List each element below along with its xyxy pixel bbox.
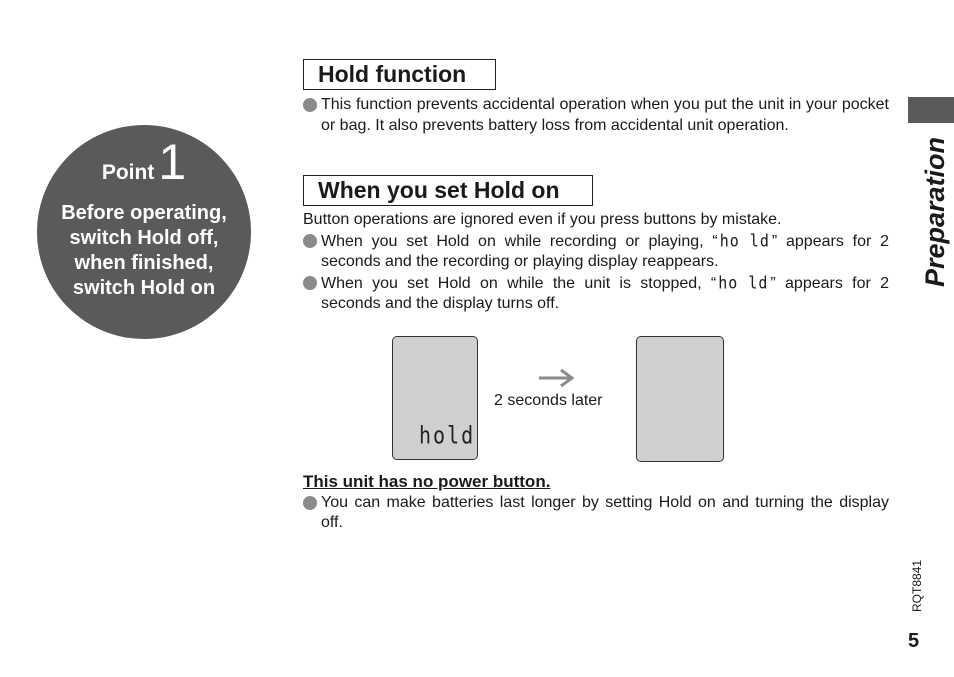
point-label: Point	[101, 161, 155, 184]
set-hold-intro: Button operations are ignored even if you press buttons by mistake.	[303, 211, 782, 228]
display-hold-text: hold	[419, 420, 476, 450]
hold-function-bullet	[303, 95, 889, 136]
no-power-bullet	[303, 493, 889, 534]
point-number: 1	[158, 134, 187, 190]
section-tab-marker	[908, 97, 954, 123]
point-line-4: switch Hold on	[72, 277, 216, 299]
point-heading	[37, 134, 251, 190]
bullet-2-text-end: ” appears for 2 seconds and the display turns off.	[321, 274, 889, 312]
bullet-dot-icon	[303, 496, 317, 510]
point-line-3: when finished,	[74, 252, 214, 274]
no-power-text: You can make batteries last longer by setting Hold on and turning the display off.	[321, 493, 889, 531]
hold-function-heading: Hold function	[303, 59, 496, 90]
bullet-2-text-start: When you set Hold on while the unit is stopped, “	[321, 274, 717, 292]
hold-function-body	[303, 95, 889, 136]
page-number: 5	[908, 630, 920, 652]
arrow-right-icon	[537, 368, 575, 388]
point-line-1: Before operating,	[61, 202, 227, 224]
bullet-dot-icon	[303, 98, 317, 112]
time-caption: 2 seconds later	[494, 392, 603, 409]
set-hold-bullet-2	[303, 273, 889, 315]
no-power-heading: This unit has no power button.	[303, 472, 551, 491]
model-code: RQT8841	[910, 559, 924, 612]
point-badge	[37, 125, 251, 339]
bullet-1-text-start: When you set Hold on while recording or playing, “	[321, 232, 718, 250]
hold-lcd-glyph: ho ld	[719, 230, 770, 251]
hold-lcd-glyph: ho ld	[718, 272, 769, 293]
point-line-2: switch Hold off,	[69, 227, 219, 249]
set-hold-body	[303, 210, 889, 315]
section-tab-label: Preparation	[920, 136, 950, 287]
display-off	[636, 336, 724, 462]
bullet-dot-icon	[303, 276, 317, 290]
display-hold	[392, 336, 478, 460]
bullet-1-text-end: ” appears for 2 seconds and the recording or playing display reappears.	[321, 232, 889, 270]
set-hold-bullet-1	[303, 231, 889, 273]
point-text	[37, 201, 251, 301]
no-power-section	[303, 472, 889, 534]
set-hold-heading: When you set Hold on	[303, 175, 593, 206]
bullet-dot-icon	[303, 234, 317, 248]
hold-function-text: This function prevents accidental operation when you put the unit in your pocket or bag. It also prevents battery loss from accidental unit operation.	[321, 96, 889, 134]
